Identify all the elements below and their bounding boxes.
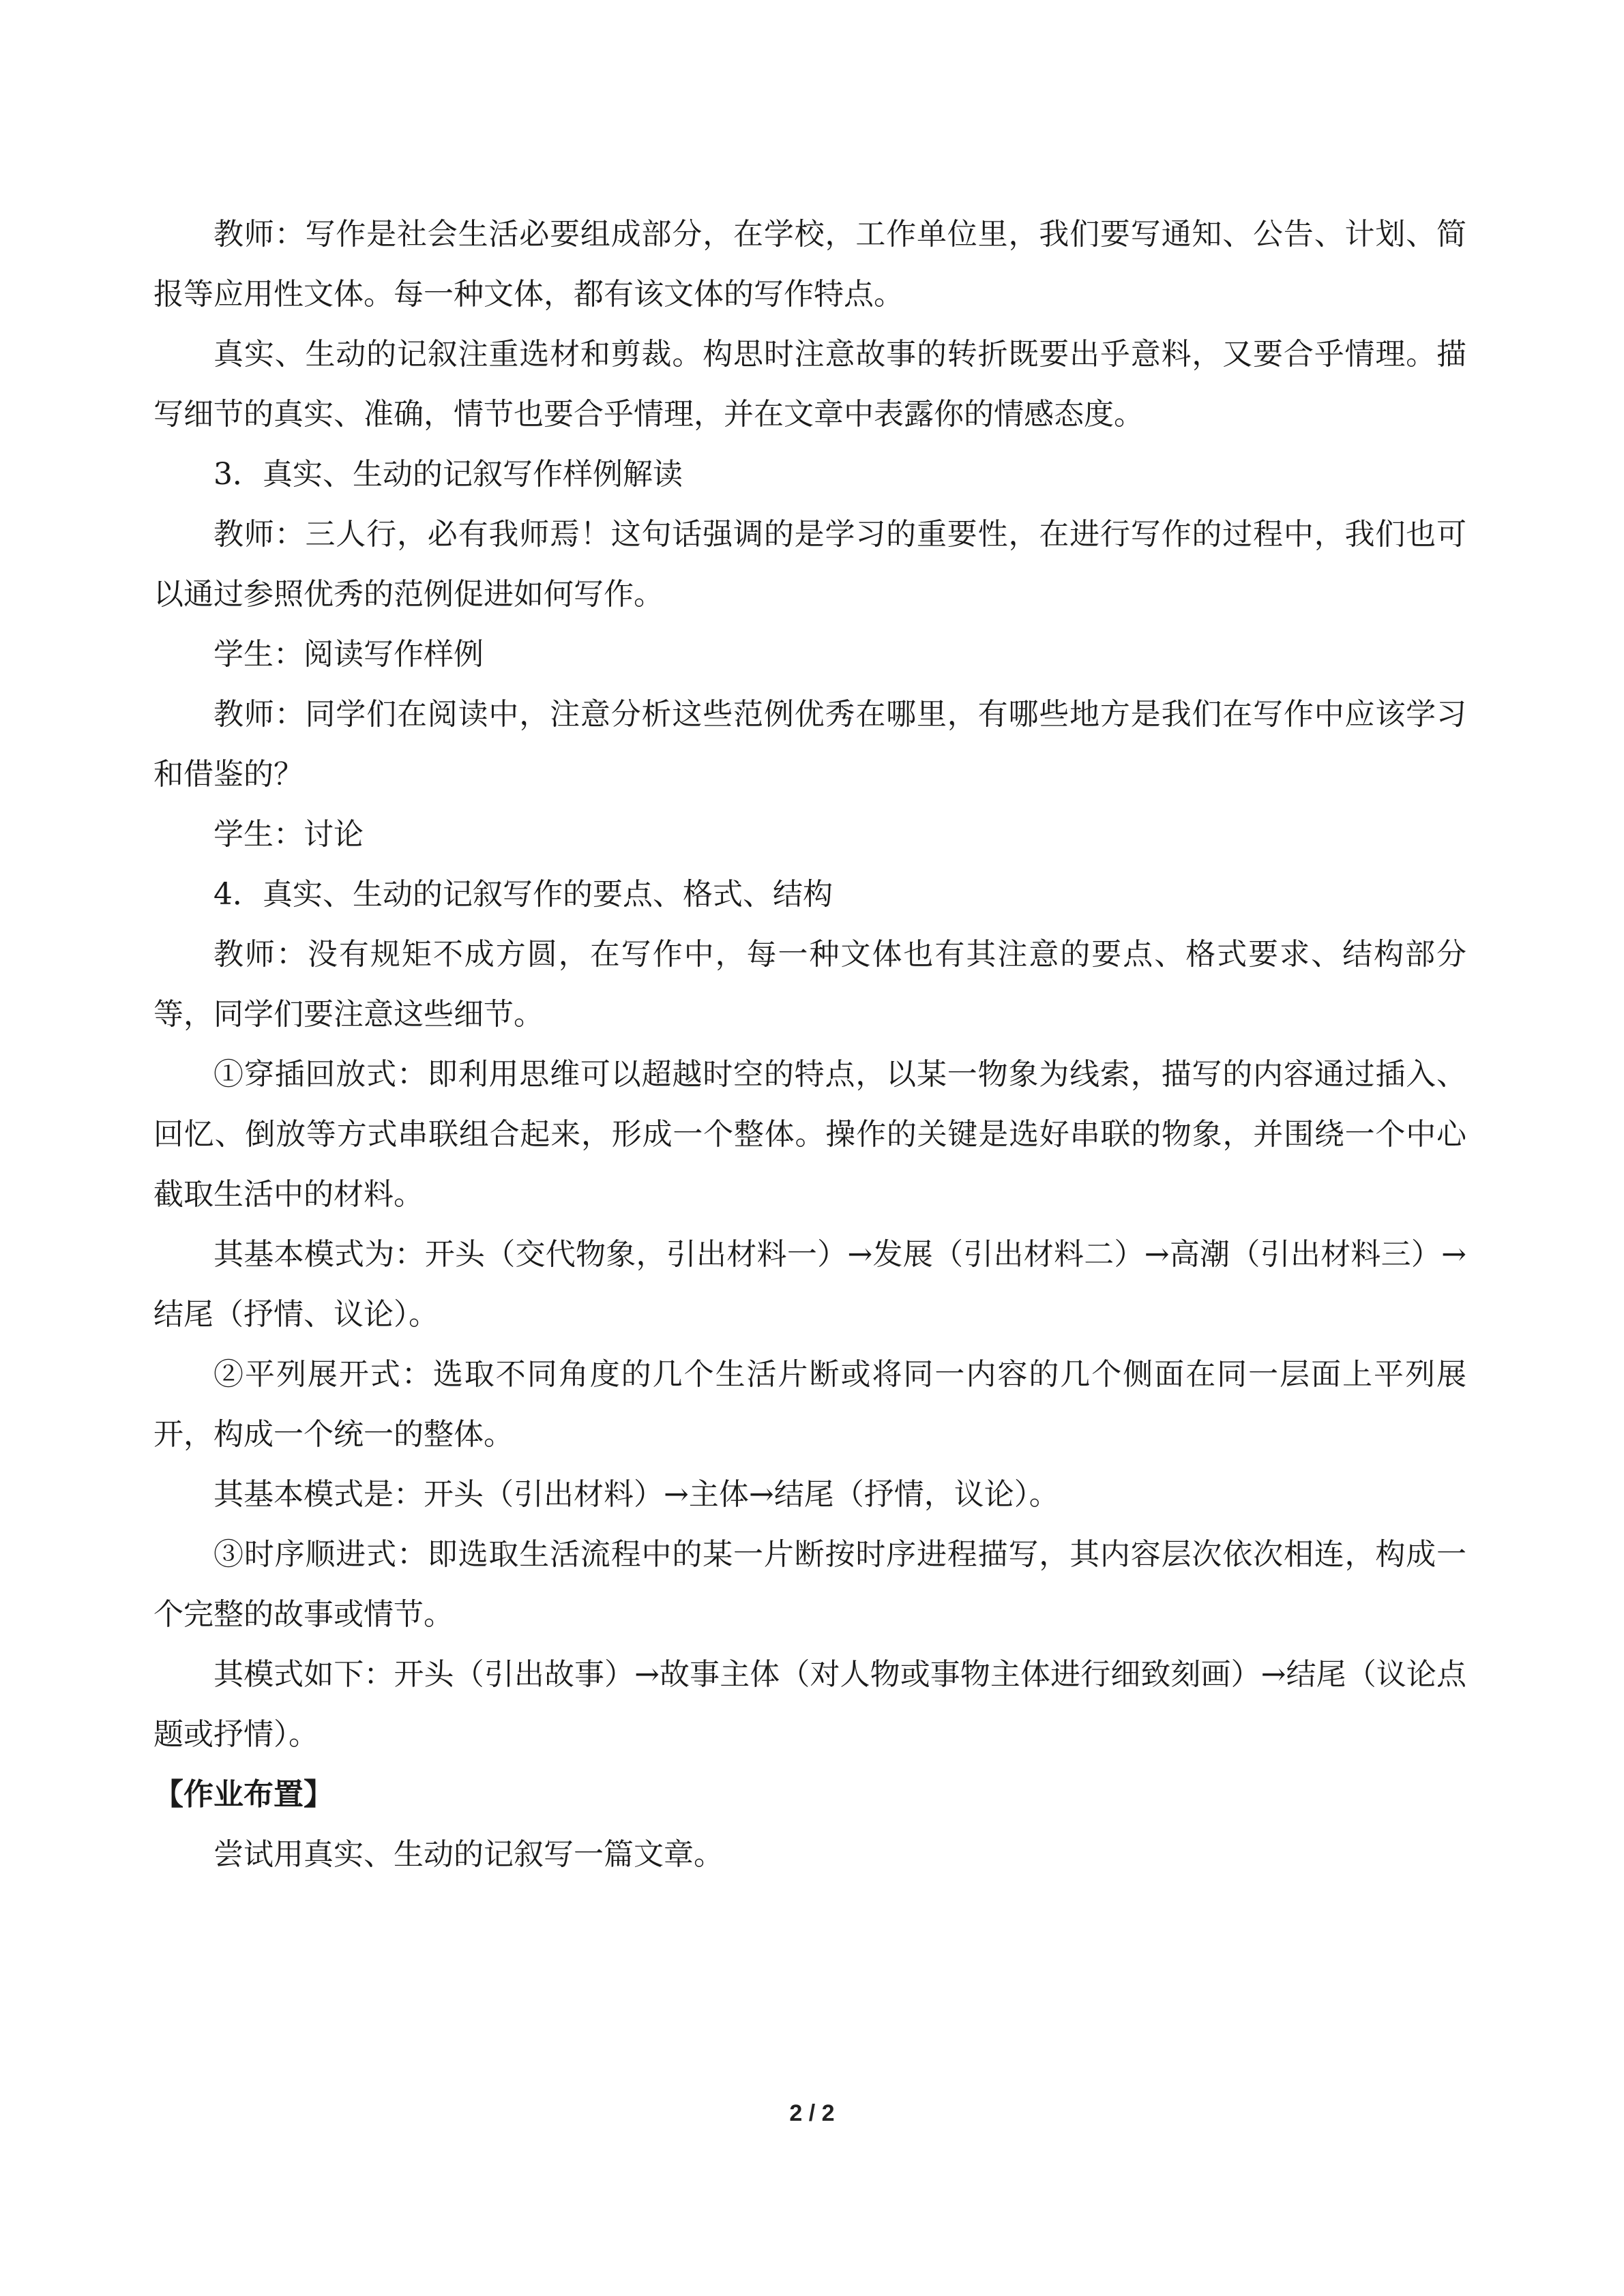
paragraph: 其基本模式是：开头（引出材料）→主体→结尾（抒情，议论）。: [213, 1477, 1059, 1512]
paragraph: ①穿插回放式：即利用思维可以超越时空的特点，以某一物象为线索，描写的内容通过插入、回忆、倒放等方式串联组合起来，形成一个整体。操作的关键是选好串联的物象，并围绕一个中心截取生活中的材料。: [153, 1057, 1466, 1212]
paragraph: 教师：三人行，必有我师焉！这句话强调的是学习的重要性，在进行写作的过程中，我们也可以通过参照优秀的范例促进如何写作。: [153, 517, 1466, 612]
paragraph: 真实、生动的记叙注重选材和剪裁。构思时注意故事的转折既要出乎意料，又要合乎情理。描写细节的真实、准确，情节也要合乎情理，并在文章中表露你的情感态度。: [153, 337, 1466, 432]
section-heading-3: 3．真实、生动的记叙写作样例解读: [213, 457, 683, 492]
paragraph: ③时序顺进式：即选取生活流程中的某一片断按时序进程描写，其内容层次依次相连，构成一个完整的故事或情节。: [153, 1537, 1466, 1632]
document-body: [153, 205, 1466, 1885]
page-number: 2 / 2: [789, 2100, 835, 2126]
paragraph: 教师：写作是社会生活必要组成部分，在学校，工作单位里，我们要写通知、公告、计划、简报等应用性文体。每一种文体，都有该文体的写作特点。: [153, 217, 1466, 312]
paragraph: 教师：同学们在阅读中，注意分析这些范例优秀在哪里，有哪些地方是我们在写作中应该学习和借鉴的？: [153, 697, 1466, 792]
paragraph: 其基本模式为：开头（交代物象，引出材料一）→发展（引出材料二）→高潮（引出材料三）→结尾（抒情、议论）。: [153, 1237, 1466, 1332]
homework-heading: 【作业布置】: [153, 1777, 334, 1812]
paragraph: 学生：阅读写作样例: [213, 637, 484, 672]
paragraph: 教师：没有规矩不成方圆，在写作中，每一种文体也有其注意的要点、格式要求、结构部分等，同学们要注意这些细节。: [153, 937, 1466, 1032]
paragraph: ②平列展开式：选取不同角度的几个生活片断或将同一内容的几个侧面在同一层面上平列展开，构成一个统一的整体。: [153, 1357, 1466, 1452]
homework-text: 尝试用真实、生动的记叙写一篇文章。: [213, 1837, 724, 1872]
paragraph: 其模式如下：开头（引出故事）→故事主体（对人物或事物主体进行细致刻画）→结尾（议论点题或抒情）。: [153, 1657, 1466, 1752]
paragraph: 学生：讨论: [213, 817, 364, 852]
section-heading-4: 4．真实、生动的记叙写作的要点、格式、结构: [213, 877, 833, 912]
